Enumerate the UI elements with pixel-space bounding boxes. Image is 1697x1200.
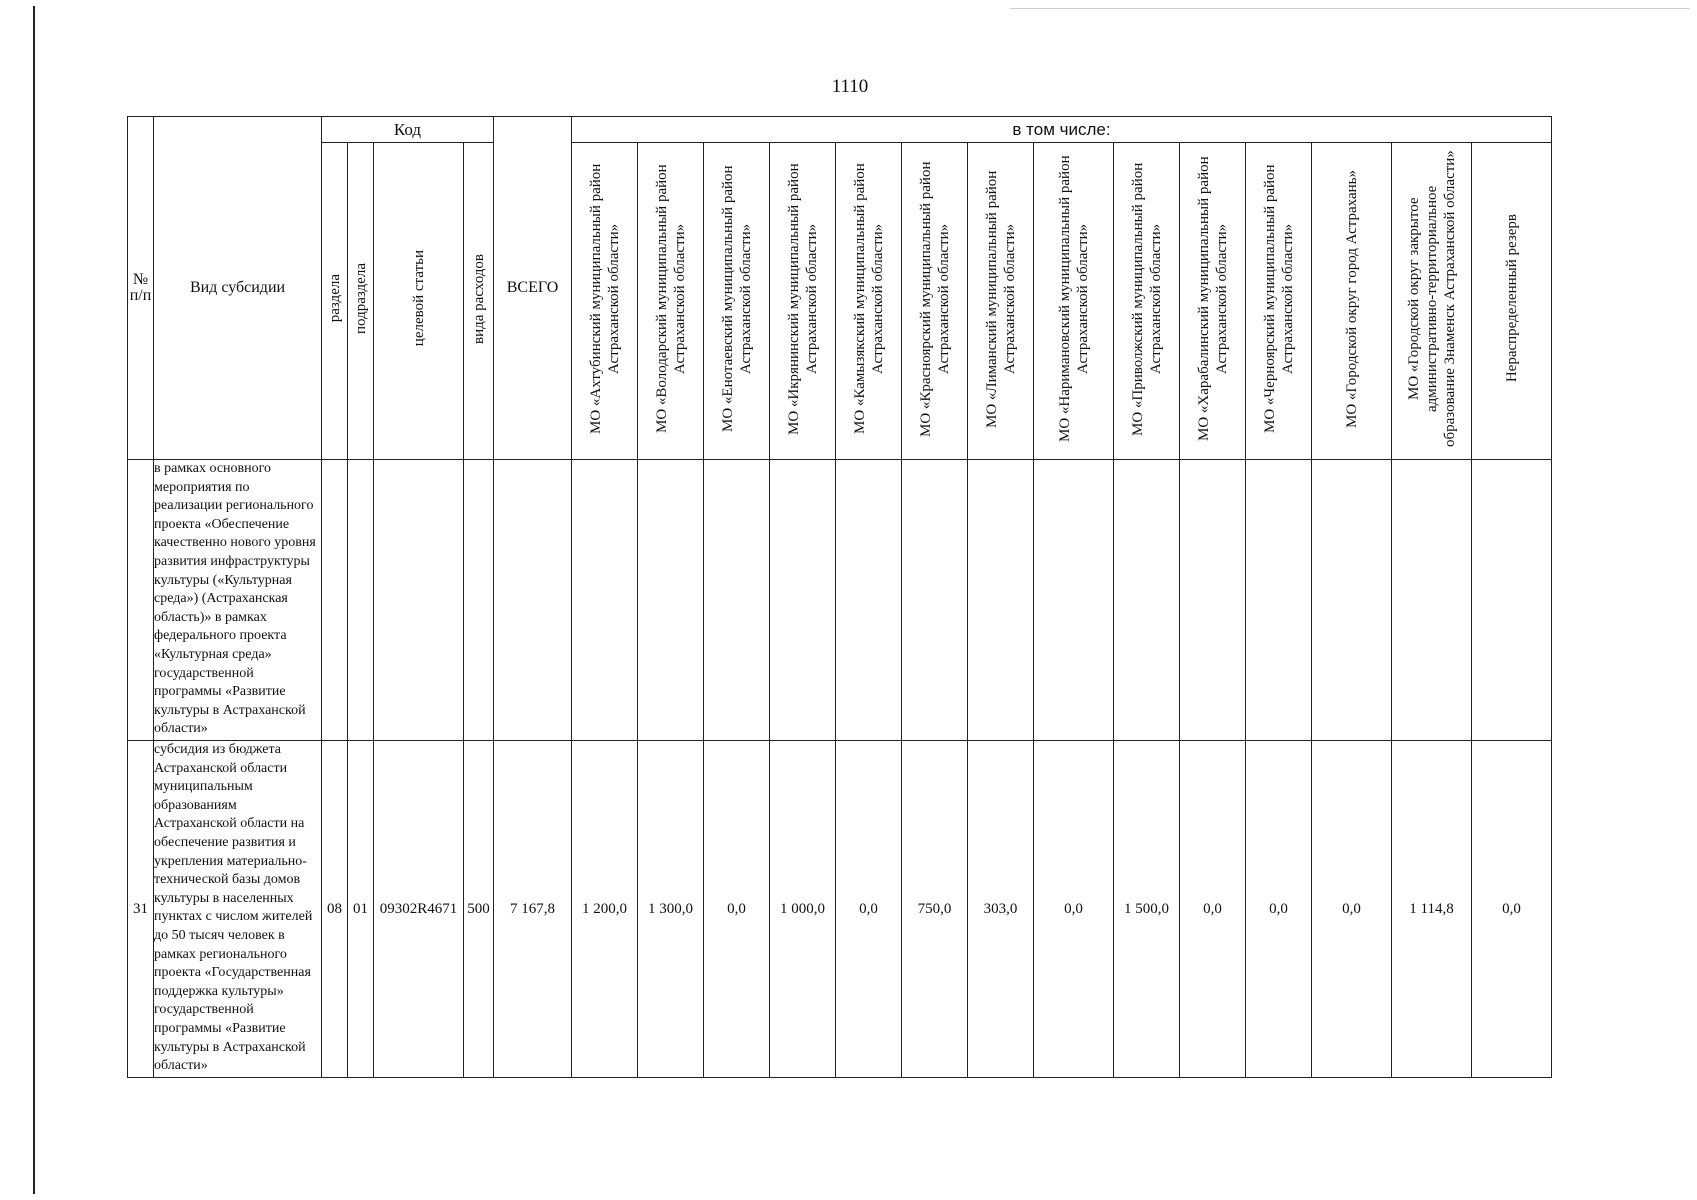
mo-akhtubinsky-label: МО «Ахтубинский муниципальный район Астраханской области» xyxy=(587,163,622,434)
row-cell xyxy=(968,460,1034,741)
row-cell: 1 300,0 xyxy=(638,741,704,1078)
mo-ikryaninsky-label: МО «Икрянинский муниципальный район Астраханской области» xyxy=(785,162,820,435)
mo-akhtubinsky-header xyxy=(572,143,638,460)
row-total: 7 167,8 xyxy=(494,741,572,1078)
mo-volodarsky-header xyxy=(638,143,704,460)
row-cell xyxy=(1114,460,1180,741)
mo-enotaevsky-header xyxy=(704,143,770,460)
row-cell: 0,0 xyxy=(836,741,902,1078)
mo-privolzhsky-label: МО «Приволжский муниципальный район Астраханской области» xyxy=(1129,161,1164,436)
mo-narimanovsky-header xyxy=(1034,143,1114,460)
including-header: в том числе: xyxy=(572,117,1552,143)
row-cell xyxy=(902,460,968,741)
mo-ikryaninsky-header xyxy=(770,143,836,460)
table-row xyxy=(128,741,1552,1078)
mo-volodarsky-label: МО «Володарский муниципальный район Астраханской области» xyxy=(653,164,688,433)
code-target-label: целевой статьи xyxy=(410,250,427,347)
row-cell xyxy=(770,460,836,741)
mo-limansky-label: МО «Лиманский муниципальный район Астраханской области» xyxy=(983,169,1018,428)
row-number xyxy=(128,460,154,741)
mo-narimanovsky-label: МО «Наримановский муниципальный район Астраханской области» xyxy=(1056,155,1091,442)
row-description: в рамках основного мероприятия по реализации регионального проекта «Обеспечение качественно нового уровня развития инфраструктуры культуры («Культурная среда») (Астраханская область)» в рамках федерального проекта «Культурная среда» государственной программы «Развитие культуры в Астраханской области» xyxy=(154,460,322,741)
page-number: 1110 xyxy=(831,76,869,97)
row-podrazdel xyxy=(348,460,374,741)
row-cell: 0,0 xyxy=(1034,741,1114,1078)
mo-chernoyarsky-header xyxy=(1246,143,1312,460)
mo-astrakhan-city-label: МО «Городской округ город Астрахань» xyxy=(1343,169,1360,428)
mo-znamensk-header xyxy=(1392,143,1472,460)
code-razdel-header xyxy=(322,143,348,460)
row-cell: 1 114,8 xyxy=(1392,741,1472,1078)
row-cell: 1 200,0 xyxy=(572,741,638,1078)
code-group-header: Код xyxy=(322,117,494,143)
scan-margin-line xyxy=(33,6,35,1194)
header-row-1 xyxy=(128,117,1552,143)
row-cell: 1 500,0 xyxy=(1114,741,1180,1078)
row-total xyxy=(494,460,572,741)
mo-znamensk-label: МО «Городской округ закрытое административно-территориальное образование Знаменск Астраханской области» xyxy=(1405,150,1458,447)
row-cell xyxy=(572,460,638,741)
mo-chernoyarsky-label: МО «Черноярский муниципальный район Астраханской области» xyxy=(1261,164,1296,433)
row-cell: 1 000,0 xyxy=(770,741,836,1078)
col-number-header: № п/п xyxy=(128,117,154,460)
mo-kamyzyaksky-label: МО «Камызякский муниципальный район Астраханской области» xyxy=(851,163,886,434)
row-expense-type xyxy=(464,460,494,741)
col-total-header: ВСЕГО xyxy=(494,117,572,460)
mo-privolzhsky-header xyxy=(1114,143,1180,460)
table-row xyxy=(128,460,1552,741)
code-podrazdel-label: подраздела xyxy=(352,263,369,334)
row-target xyxy=(374,460,464,741)
mo-astrakhan-city-header xyxy=(1312,143,1392,460)
subsidy-table xyxy=(127,116,1552,1078)
row-cell: 0,0 xyxy=(1312,741,1392,1078)
code-target-header xyxy=(374,143,464,460)
row-target: 09302R4671 xyxy=(374,741,464,1078)
row-cell xyxy=(704,460,770,741)
code-razdel-label: раздела xyxy=(326,274,343,323)
mo-kharabalinsky-header xyxy=(1180,143,1246,460)
row-cell: 0,0 xyxy=(1246,741,1312,1078)
row-cell xyxy=(1392,460,1472,741)
reserve-header xyxy=(1472,143,1552,460)
row-cell xyxy=(638,460,704,741)
row-cell: 0,0 xyxy=(1180,741,1246,1078)
mo-limansky-header xyxy=(968,143,1034,460)
row-razdel: 08 xyxy=(322,741,348,1078)
row-cell: 0,0 xyxy=(704,741,770,1078)
row-podrazdel: 01 xyxy=(348,741,374,1078)
header-row-2 xyxy=(128,143,1552,460)
row-cell xyxy=(836,460,902,741)
code-expense-header xyxy=(464,143,494,460)
reserve-label: Нераспределенный резерв xyxy=(1503,214,1520,383)
row-number: 31 xyxy=(128,741,154,1078)
code-podrazdel-header xyxy=(348,143,374,460)
row-cell xyxy=(1472,460,1552,741)
code-expense-label: вида расходов xyxy=(470,253,487,344)
mo-krasnoyarsky-header xyxy=(902,143,968,460)
row-cell xyxy=(1312,460,1392,741)
col-type-header: Вид субсидии xyxy=(154,117,322,460)
scan-top-line xyxy=(1010,8,1690,9)
row-razdel xyxy=(322,460,348,741)
row-cell xyxy=(1034,460,1114,741)
mo-krasnoyarsky-label: МО «Красноярский муниципальный район Астраханской области» xyxy=(917,160,952,437)
row-cell xyxy=(1180,460,1246,741)
row-cell: 750,0 xyxy=(902,741,968,1078)
row-cell: 303,0 xyxy=(968,741,1034,1078)
row-expense-type: 500 xyxy=(464,741,494,1078)
mo-enotaevsky-label: МО «Енотаевский муниципальный район Астраханской области» xyxy=(719,165,754,432)
mo-kamyzyaksky-header xyxy=(836,143,902,460)
mo-kharabalinsky-label: МО «Харабалинский муниципальный район Астраханской области» xyxy=(1195,156,1230,441)
row-description: субсидия из бюджета Астраханской области муниципальным образованиям Астраханской области на обеспечение развития и укрепления материально-технической базы домов культуры в населенных пунктах с числом жителей до 50 тысяч человек в рамках регионального проекта «Государственная поддержка культуры» государственной программы «Развитие культуры в Астраханской области» xyxy=(154,741,322,1078)
row-cell xyxy=(1246,460,1312,741)
row-cell: 0,0 xyxy=(1472,741,1552,1078)
